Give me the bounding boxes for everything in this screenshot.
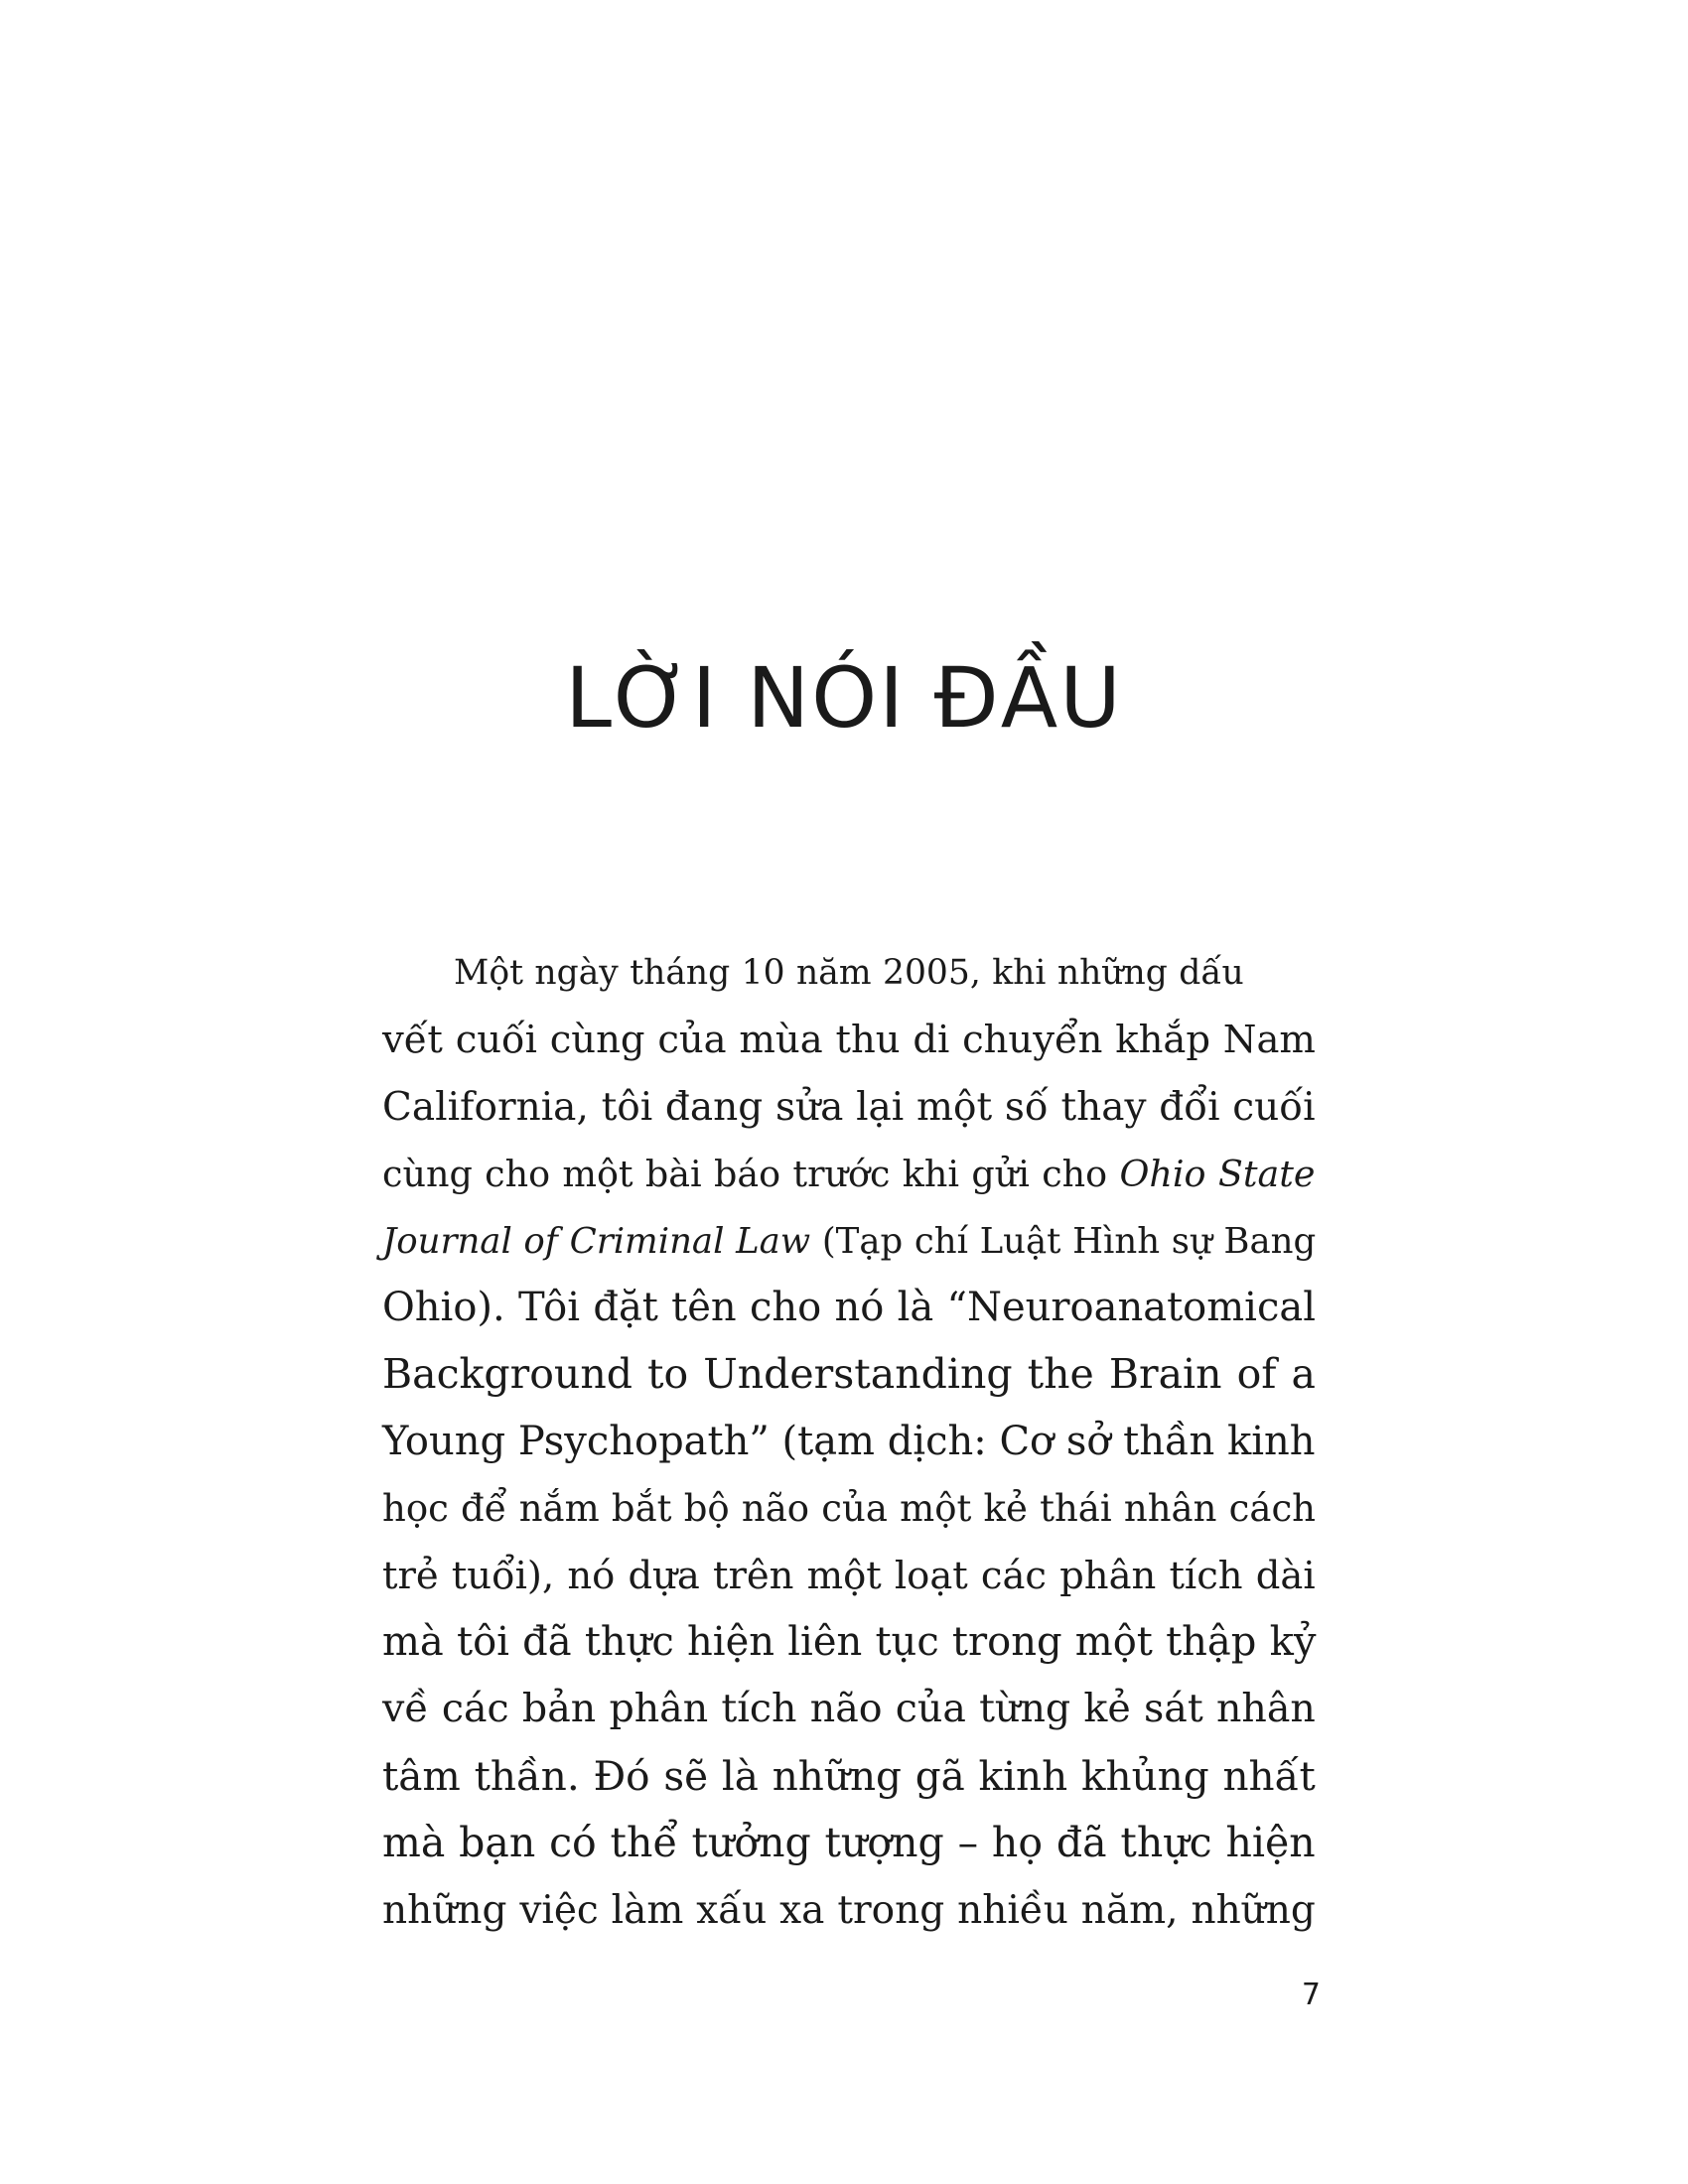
text-line: Young Psychopath” (tạm dịch: Cơ sở thần kinh (382, 1418, 1316, 1464)
text-line: mà tôi đã thực hiện liên tục trong một thập kỷ (382, 1619, 1317, 1666)
journal-title-italic: Ohio State (1119, 1153, 1316, 1196)
body-paragraph (382, 940, 1316, 1944)
text-line (382, 1141, 1316, 1207)
text-line: Ohio). Tôi đặt tên cho nó là “Neuroanatomical (382, 1285, 1316, 1331)
journal-title-italic: Journal of Criminal Law (382, 1220, 811, 1262)
text-line: California, tôi đang sửa lại một số thay đổi cuối (382, 1084, 1316, 1130)
chapter-title: LỜI NÓI ĐẦU (565, 649, 1123, 747)
text-run: cùng cho một bài báo trước khi gửi cho (382, 1153, 1108, 1196)
text-line: tâm thần. Đó sẽ là những gã kinh khủng nhất (382, 1751, 1316, 1800)
text-line: trẻ tuổi), nó dựa trên một loạt các phân tích dài (382, 1553, 1316, 1598)
page-number: 7 (1301, 1978, 1321, 2012)
text-line: mà bạn có thể tưởng tượng – họ đã thực hiện (382, 1819, 1316, 1867)
text-line: học để nắm bắt bộ não của một kẻ thái nhân cách (382, 1487, 1316, 1531)
text-run: (Tạp chí Luật Hình sự Bang (821, 1220, 1317, 1262)
text-line: Một ngày tháng 10 năm 2005, khi những dấu (454, 953, 1244, 993)
text-line: về các bản phân tích não của từng kẻ sát nhân (382, 1686, 1316, 1732)
text-line: những việc làm xấu xa trong nhiều năm, những (382, 1887, 1316, 1933)
text-line (382, 1208, 1316, 1275)
text-line: Background to Understanding the Brain of a (382, 1350, 1316, 1399)
text-line: vết cuối cùng của mùa thu di chuyển khắp Nam (382, 1018, 1316, 1063)
